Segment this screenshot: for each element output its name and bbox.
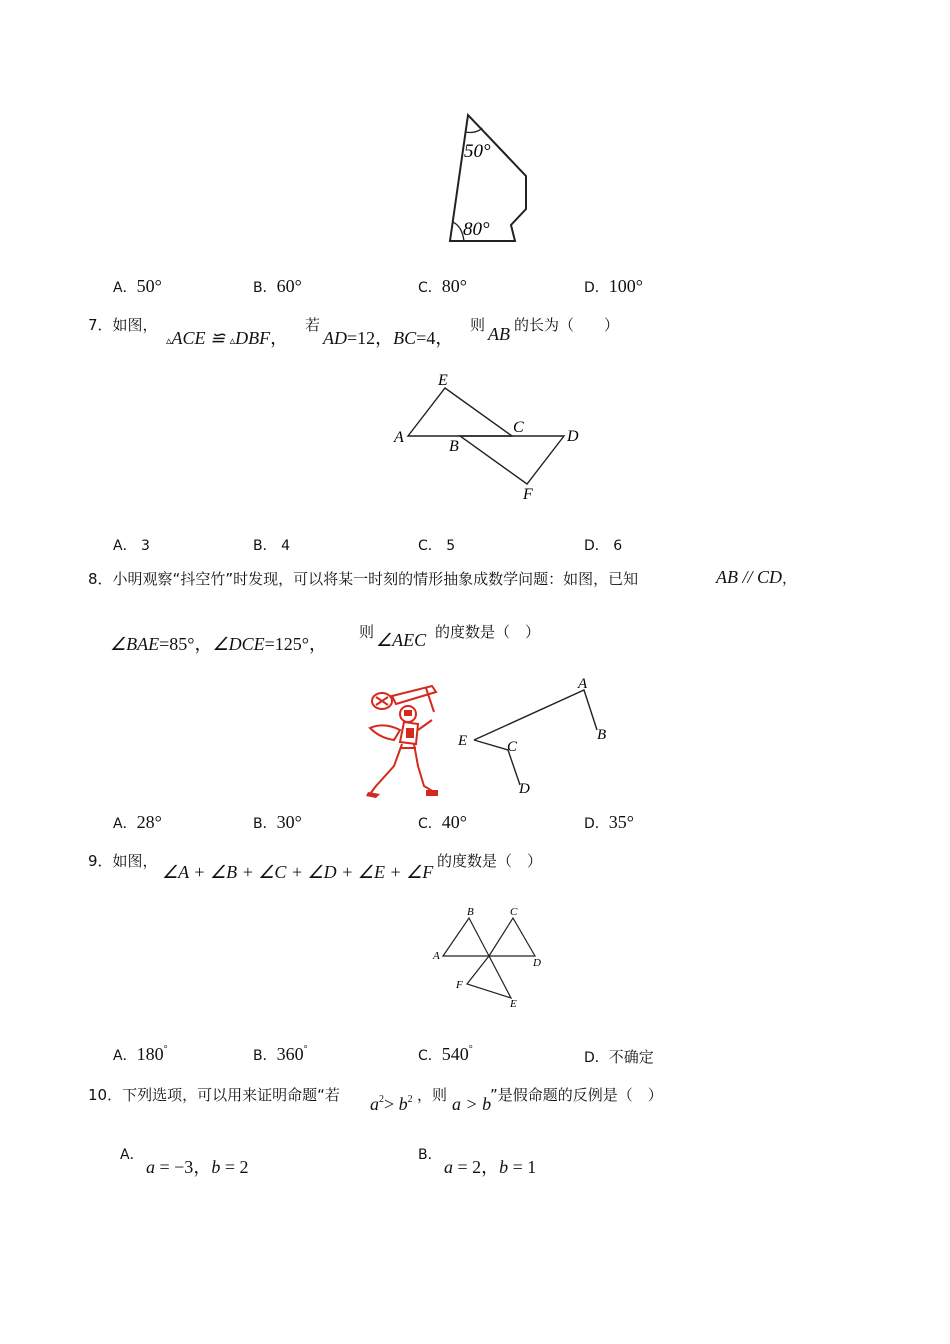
option-value: 4	[281, 538, 290, 554]
option-value: 28°	[136, 812, 162, 832]
option-value: 5	[446, 538, 456, 554]
option-value: 不确定	[608, 1048, 654, 1066]
option-letter: C．	[418, 538, 442, 554]
q9-expr: ∠A + ∠B + ∠C + ∠D + ∠E + ∠F	[162, 862, 434, 882]
q6-angle-top: 50°	[464, 141, 491, 162]
option-value: 180	[136, 1044, 164, 1064]
q9-label-b: B	[467, 906, 474, 918]
q9-option-d	[584, 1046, 654, 1067]
option-expr: a	[146, 1157, 155, 1177]
q8-line-ea-ab	[474, 690, 597, 740]
q8-text-then: 则	[359, 623, 375, 641]
q7-text: 的长为（ ）	[514, 316, 620, 334]
q8-stem-line2	[110, 630, 327, 656]
q9-label-a: A	[433, 950, 440, 962]
option-value: 60°	[276, 276, 302, 296]
q10-stem	[88, 1084, 340, 1105]
option-letter: A．	[113, 816, 137, 832]
q8-expr: ∠BAE	[110, 634, 160, 654]
q10-expr: b	[398, 1094, 408, 1114]
q8-label-e: E	[458, 733, 468, 749]
option-expr: = 2	[453, 1157, 482, 1177]
triangle-icon: ▵	[229, 335, 236, 347]
option-expr: = 1	[508, 1157, 537, 1177]
q8-option-a	[113, 812, 162, 833]
q7-label-a: A	[394, 429, 404, 446]
q9-stem	[88, 850, 158, 871]
q7-expr: AD	[323, 328, 347, 348]
punct: ，	[375, 328, 394, 348]
q8-text: 的度数是（ ）	[435, 623, 541, 641]
exponent: 2	[379, 1094, 384, 1105]
option-value: 80°	[441, 276, 467, 296]
option-letter: C．	[418, 280, 442, 296]
q6-option-b	[253, 276, 302, 297]
q9-option-a	[113, 1044, 168, 1065]
q7-given	[323, 324, 453, 350]
q10-option-b	[444, 1153, 536, 1179]
q9-label-e: E	[510, 998, 517, 1010]
degree-mark: °	[303, 1044, 308, 1055]
option-expr: = 2	[220, 1157, 249, 1177]
punct: ，	[308, 634, 327, 654]
q10-text: 下列选项，可以用来证明命题“若	[122, 1086, 340, 1104]
option-value: 6	[613, 538, 623, 554]
q7-expr: =4	[416, 328, 436, 348]
q7-text: 如图，	[112, 316, 158, 334]
degree-mark: °	[163, 1044, 168, 1055]
q9-text: 的度数是（ ）	[437, 852, 543, 870]
q10-expr: a	[370, 1094, 379, 1114]
option-value: 50°	[136, 276, 162, 296]
q9-text: 如图，	[112, 852, 158, 870]
q9-triangle-abo	[443, 918, 489, 956]
q6-figure	[440, 108, 540, 248]
punct: ，	[435, 328, 454, 348]
q10-text: ，则	[417, 1086, 448, 1104]
q7-expr: =12	[347, 328, 376, 348]
option-letter: B．	[253, 538, 277, 554]
option-expr: b	[211, 1157, 221, 1177]
q10-expr: a > b	[452, 1094, 492, 1114]
q7-label-b: B	[449, 438, 459, 455]
option-value: 35°	[608, 812, 634, 832]
q7-option-b	[253, 535, 290, 555]
q6-option-d	[584, 276, 643, 297]
diabolo-papercut-image	[364, 682, 446, 800]
q7-option-c	[418, 535, 455, 555]
q6-angle-bottom: 80°	[463, 219, 490, 240]
q9-figure	[425, 902, 555, 1014]
option-letter: A．	[113, 1048, 137, 1064]
q8-expr: AB // CD	[716, 567, 782, 587]
q10-option-a	[146, 1153, 248, 1179]
option-letter: B．	[253, 816, 277, 832]
q9-option-b	[253, 1044, 308, 1065]
punct: ，	[193, 1157, 212, 1177]
option-value: 30°	[276, 812, 302, 832]
option-letter: C．	[418, 816, 442, 832]
q7-text: 则	[470, 316, 486, 334]
q8-option-c	[418, 812, 467, 833]
q7-label-e: E	[438, 372, 448, 389]
q7-option-d	[584, 535, 622, 555]
q10-option-b-letter: B．	[418, 1147, 442, 1163]
q9-option-c	[418, 1044, 473, 1065]
q7-triangle-ace	[408, 388, 512, 436]
punct: ，	[782, 569, 798, 587]
q9-triangle-ofe	[467, 956, 511, 998]
q7-label-d: D	[567, 428, 579, 445]
degree-mark: °	[468, 1044, 473, 1055]
punct: ，	[270, 328, 289, 348]
q8-label-a: A	[578, 676, 588, 692]
q8-option-b	[253, 812, 302, 833]
option-letter: D．	[584, 280, 609, 296]
q7-label-f: F	[523, 486, 533, 503]
q8-expr: =85°	[159, 634, 195, 654]
question-number: 7．	[88, 316, 113, 334]
punct: ，	[194, 634, 213, 654]
option-value: 360	[276, 1044, 304, 1064]
question-number: 10．	[88, 1086, 123, 1104]
q8-parallel	[716, 567, 797, 588]
q7-expr: DBF	[235, 328, 271, 348]
option-letter: D．	[584, 538, 609, 554]
q8-label-c: C	[507, 739, 518, 755]
q10-text: ”是假命题的反例是（ ）	[490, 1086, 663, 1104]
q8-option-d	[584, 812, 634, 833]
q6-option-a	[113, 276, 162, 297]
q10-expr: >	[384, 1094, 399, 1114]
q8-label-d: D	[519, 781, 530, 797]
q7-label-c: C	[513, 419, 524, 436]
q8-stem-line1	[88, 568, 638, 589]
q8-figure	[450, 670, 620, 800]
option-letter: D．	[584, 816, 609, 832]
option-value: 540	[441, 1044, 469, 1064]
option-letter: B．	[253, 280, 277, 296]
q8-expr: ∠DCE	[212, 634, 265, 654]
q8-label-b: B	[597, 727, 607, 743]
q9-label-c: C	[510, 906, 518, 918]
option-expr: b	[499, 1157, 509, 1177]
exponent: 2	[407, 1094, 413, 1105]
q7-stem	[88, 314, 620, 354]
option-letter: D．	[584, 1050, 609, 1066]
option-letter: B．	[253, 1048, 277, 1064]
q7-text: 若	[305, 316, 321, 334]
q8-expr: ∠AEC	[376, 630, 427, 650]
option-value: 100°	[608, 276, 643, 296]
q7-expr: BC	[393, 328, 417, 348]
q7-congruence	[166, 324, 288, 350]
option-value: 3	[141, 538, 150, 554]
option-letter: C．	[418, 1048, 442, 1064]
option-value: 40°	[441, 812, 467, 832]
q9-triangle-ocd	[489, 918, 535, 956]
option-letter: A．	[113, 280, 137, 296]
q8-expr: =125°	[264, 634, 309, 654]
q7-expr: AB	[488, 324, 510, 344]
q10-option-a-letter: A．	[120, 1147, 144, 1163]
q7-expr: ACE ≌	[171, 328, 230, 348]
q9-label-f: F	[456, 979, 463, 991]
q9-label-d: D	[533, 957, 541, 969]
option-letter: A．	[113, 538, 137, 554]
q6-option-c	[418, 276, 467, 297]
punct: ，	[481, 1157, 500, 1177]
question-number: 8．	[88, 570, 113, 588]
option-expr: a	[444, 1157, 453, 1177]
question-number: 9．	[88, 852, 113, 870]
triangle-icon: ▵	[166, 335, 172, 347]
q7-triangle-dbf	[460, 436, 564, 484]
q8-text: 小明观察“抖空竹”时发现，可以将某一时刻的情形抽象成数学问题：如图，已知	[112, 570, 639, 588]
option-expr: = −3	[155, 1157, 194, 1177]
q10-premise	[370, 1094, 413, 1115]
q7-figure	[390, 366, 590, 506]
q7-option-a	[113, 535, 150, 555]
